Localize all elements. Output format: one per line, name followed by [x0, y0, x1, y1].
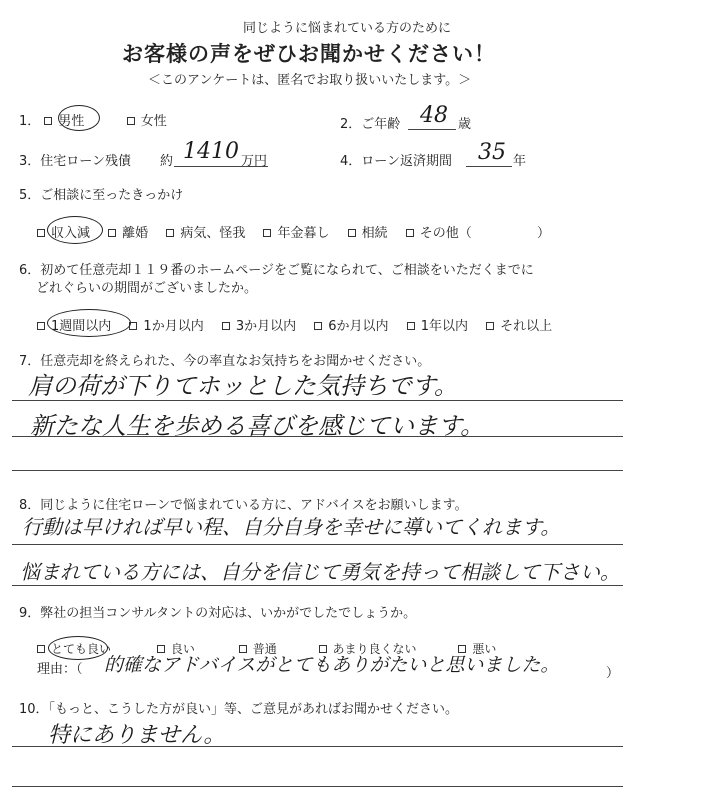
- q4-unit: 年: [513, 154, 527, 169]
- q1-female-checkbox[interactable]: [127, 117, 135, 125]
- q5-option-inheritance: 相続: [361, 226, 388, 241]
- q4-underline: [466, 166, 512, 167]
- q3-prefix: 約: [160, 154, 174, 169]
- q9-option-not-good: あまり良くない: [332, 642, 417, 656]
- q6-option-1month: 1か月以内: [143, 319, 204, 334]
- q6-checkbox-1year[interactable]: [407, 322, 415, 330]
- q9-selection-circle: [48, 636, 108, 660]
- q6-option-1week: 1週間以内: [51, 319, 112, 334]
- q5-label: 5．ご相談に至ったきっかけ: [19, 188, 184, 203]
- q2-label: 2．ご年齢: [340, 117, 401, 132]
- q6-selection-circle: [47, 309, 131, 337]
- q5-checkbox-inheritance[interactable]: [348, 229, 356, 237]
- q6-option-1year: 1年以内: [420, 319, 468, 334]
- q9-option-very-good: とても良い: [51, 642, 112, 656]
- q9-reason-label: 理由：（: [37, 662, 83, 677]
- q1-male-checkbox[interactable]: [44, 117, 52, 125]
- q3-underline: [174, 166, 268, 167]
- q5-checkbox-income[interactable]: [37, 229, 45, 237]
- q5-checkbox-pension[interactable]: [263, 229, 271, 237]
- q7-answer-line2: 新たな人生を歩める喜びを感じています。: [30, 412, 485, 440]
- q5-checkbox-other[interactable]: [406, 229, 414, 237]
- q10-line-2: [12, 786, 623, 787]
- q5-option-illness: 病気、怪我: [180, 226, 246, 241]
- q6-checkbox-6months[interactable]: [314, 322, 322, 330]
- q3-balance-value: 1410: [183, 139, 239, 164]
- q5-checkbox-illness[interactable]: [166, 229, 174, 237]
- q3-unit: 万円: [241, 154, 268, 169]
- q6-option-6months: 6か月以内: [328, 319, 389, 334]
- q9-label: 9．弊社の担当コンサルタントの対応は、いかがでしたでしょうか。: [19, 606, 417, 621]
- q6-checkbox-more[interactable]: [486, 322, 494, 330]
- q3-label: 3．住宅ローン残債: [19, 154, 132, 169]
- header-line1: 同じように悩まれている方のために: [243, 21, 452, 36]
- q6-checkbox-1week[interactable]: [37, 322, 45, 330]
- q9-close-paren: ）: [606, 666, 620, 681]
- q10-label: 10．「もっと、こうした方が良い」等、ご意見があればお聞かせください。: [19, 702, 459, 717]
- q9-option-bad: 悪い: [472, 642, 497, 656]
- q4-period-value: 35: [478, 140, 506, 165]
- q6-checkbox-3months[interactable]: [222, 322, 230, 330]
- q8-line-2: [12, 585, 623, 586]
- q5-checkbox-divorce[interactable]: [108, 229, 116, 237]
- page-title: お客様の声をぜひお聞かせください！: [122, 42, 496, 66]
- q1-male-label: 男性: [58, 114, 85, 129]
- q1-selection-circle: [58, 105, 100, 131]
- q2-age-value: 48: [420, 103, 448, 128]
- q5-option-other: その他（: [419, 226, 472, 241]
- q10-answer: 特にありません。: [48, 723, 226, 748]
- q5-option-divorce: 離婚: [122, 226, 149, 241]
- q5-option-pension: 年金暮し: [277, 226, 330, 241]
- q6-option-more: それ以上: [500, 319, 553, 334]
- q4-label: 4．ローン返済期間: [340, 154, 453, 169]
- q6-label-line2: どれぐらいの期間がございましたか。: [36, 281, 258, 296]
- q8-line-1: [12, 544, 623, 545]
- q1-female-label: 女性: [140, 114, 167, 129]
- q2-underline: [408, 129, 456, 130]
- q9-option-normal: 普通: [252, 642, 277, 656]
- q2-unit: 歳: [458, 117, 472, 132]
- q7-label: 7．任意売却を終えられた、今の率直なお気持ちをお聞かせください。: [19, 354, 431, 369]
- q10-line-1: [12, 746, 623, 747]
- q6-label-line1: 6．初めて任意売却１１９番のホームページをご覧になられて、ご相談をいただくまでに: [19, 263, 534, 278]
- q8-answer-line2: 悩まれている方には、自分を信じて勇気を持って相談して下さい。: [20, 560, 620, 584]
- q6-option-3months: 3か月以内: [235, 319, 297, 334]
- q5-close-paren: ）: [537, 226, 551, 241]
- q9-reason-text: 的確なアドバイスがとてもありがたいと思いました。: [104, 654, 560, 676]
- q8-answer-line1: 行動は早ければ早い程、自分自身を幸せに導いてくれます。: [22, 515, 561, 539]
- q5-option-income: 収入減: [51, 226, 91, 241]
- q5-selection-circle: [47, 216, 103, 244]
- q9-option-good: 良い: [170, 642, 195, 656]
- q7-answer-line1: 肩の荷が下りてホッとした気持ちです。: [28, 372, 458, 400]
- q7-line-1: [12, 400, 623, 401]
- q9-checkbox-very-good[interactable]: [37, 645, 45, 653]
- q7-line-2: [12, 436, 623, 437]
- q8-label: 8．同じように住宅ローンで悩まれている方に、アドバイスをお願いします。: [19, 498, 468, 513]
- q1-number: 1．: [19, 114, 41, 129]
- q7-line-3: [12, 470, 623, 471]
- header-subtitle: ＜このアンケートは、匿名でお取り扱いいたします。＞: [148, 73, 472, 88]
